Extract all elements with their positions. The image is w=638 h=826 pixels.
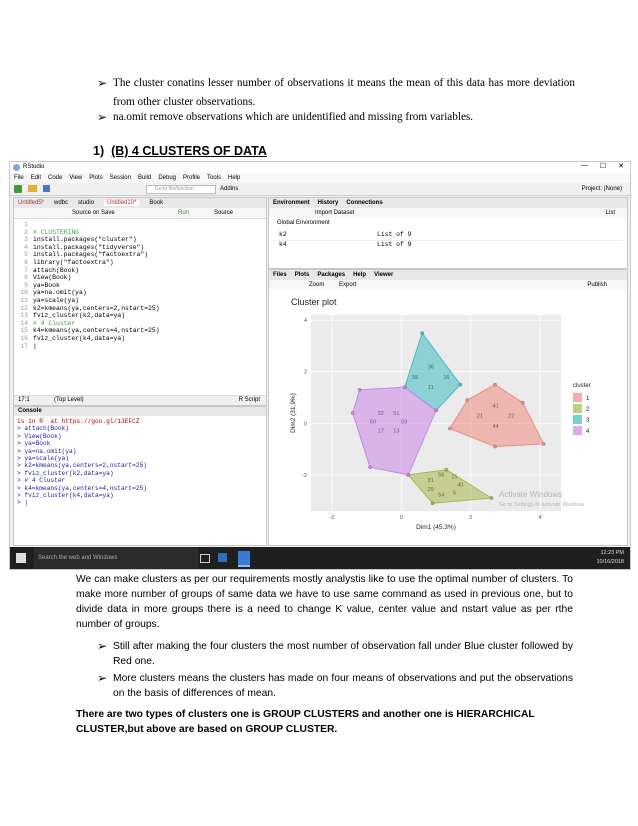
section-heading bbox=[93, 144, 267, 158]
source-button[interactable]: Source bbox=[214, 210, 234, 216]
env-tabs bbox=[269, 198, 627, 208]
code-line[interactable] bbox=[14, 244, 160, 252]
menu-file[interactable]: File bbox=[14, 175, 24, 181]
windows-start-icon[interactable] bbox=[16, 553, 26, 563]
code-text: library("factoextra") bbox=[33, 258, 114, 266]
outlook-icon[interactable] bbox=[218, 553, 227, 562]
code-text: View(Book) bbox=[33, 274, 72, 282]
cluster-point bbox=[431, 502, 434, 505]
code-line[interactable] bbox=[14, 289, 160, 297]
point-label: 17 bbox=[377, 428, 384, 435]
main-toolbar bbox=[10, 183, 630, 196]
menu-build[interactable]: Build bbox=[137, 175, 152, 181]
task-view-icon[interactable] bbox=[200, 554, 210, 563]
console-line: > fviz_cluster(k2,data=ya) bbox=[17, 469, 114, 477]
line-number: 12 bbox=[20, 304, 28, 312]
cluster-point bbox=[448, 427, 451, 430]
bullet-cluster-deviation bbox=[97, 74, 575, 112]
arrow-bullet-icon: ➢ bbox=[97, 110, 108, 124]
bullet-na-omit bbox=[97, 108, 575, 127]
point-label: 15 bbox=[451, 474, 458, 481]
code-text: install.packages("cluster") bbox=[33, 236, 137, 244]
code-line[interactable] bbox=[14, 251, 160, 259]
legend-swatch-4 bbox=[573, 426, 582, 435]
code-text: ya=Book bbox=[33, 281, 60, 289]
publish-button[interactable]: Publish bbox=[587, 282, 607, 288]
cluster-point bbox=[542, 442, 545, 445]
legend-swatch-1 bbox=[573, 393, 582, 402]
menu-tools[interactable]: Tools bbox=[207, 175, 222, 181]
tab-history[interactable]: History bbox=[317, 200, 339, 206]
legend-swatch-3 bbox=[573, 415, 582, 424]
legend-label: 2 bbox=[586, 407, 590, 413]
line-number: 9 bbox=[24, 281, 28, 289]
menu-debug[interactable]: Debug bbox=[158, 175, 176, 181]
plots-tabs bbox=[269, 270, 627, 280]
point-label: 5 bbox=[452, 490, 456, 497]
console-line: > View(Book) bbox=[17, 432, 62, 440]
bullet-text: More clusters means the clusters has made on four means of observations and put the observations on the basis of differences of mean. bbox=[113, 673, 573, 699]
menu-help[interactable]: Help bbox=[228, 175, 241, 181]
plots-pane bbox=[268, 269, 628, 546]
code-text: install.packages("factoextra") bbox=[33, 251, 149, 259]
console-line: > k4=kmeans(ya,centers=4,nstart=25) bbox=[17, 484, 147, 492]
global-env-selector[interactable]: Global Environment bbox=[277, 220, 330, 226]
arrow-bullet-icon: ➢ bbox=[97, 639, 108, 653]
cluster-point bbox=[368, 466, 371, 469]
line-number: 17 bbox=[20, 342, 28, 350]
console-label[interactable]: Console bbox=[18, 408, 42, 414]
legend-label: 3 bbox=[586, 418, 590, 424]
code-line[interactable] bbox=[14, 236, 160, 244]
cursor-position: 17:1 bbox=[18, 397, 30, 403]
menu-edit[interactable]: Edit bbox=[30, 175, 42, 181]
project-menu[interactable]: Project: (None) bbox=[581, 186, 622, 192]
code-line[interactable] bbox=[14, 274, 160, 282]
cluster-point bbox=[490, 497, 493, 500]
cluster-point bbox=[493, 383, 496, 386]
activate-windows-subtext: Go to Settings to activate Windows. bbox=[499, 502, 586, 508]
editor-toolbar bbox=[14, 208, 266, 219]
cluster-point bbox=[466, 399, 469, 402]
point-label: 31 bbox=[427, 478, 434, 485]
console-line: > fviz_cluster(k4,data=ya) bbox=[17, 492, 114, 500]
maximize-button[interactable]: ☐ bbox=[599, 163, 606, 170]
tab-plots[interactable]: Plots bbox=[294, 272, 310, 278]
line-number: 14 bbox=[20, 319, 28, 327]
legend-title: cluster bbox=[573, 383, 591, 389]
activate-windows-watermark: Activate Windows bbox=[499, 490, 563, 499]
y-tick-label: 4 bbox=[303, 318, 307, 325]
line-number: 6 bbox=[24, 258, 28, 266]
menu-view[interactable]: View bbox=[69, 175, 83, 181]
cluster-point bbox=[493, 445, 496, 448]
point-label: 44 bbox=[492, 424, 499, 431]
x-tick-label: 0 bbox=[399, 515, 403, 521]
console-line: > k2=kmeans(ya,centers=2,nstart=25) bbox=[17, 462, 147, 470]
cluster-point bbox=[434, 409, 437, 412]
source-on-save-checkbox[interactable]: Source on Save bbox=[72, 210, 115, 216]
code-text: ya=scale(ya) bbox=[33, 296, 80, 304]
legend-label: 1 bbox=[586, 396, 590, 402]
y-tick-label: -2 bbox=[302, 472, 307, 479]
env-toolbar bbox=[269, 208, 627, 218]
code-line[interactable] bbox=[14, 297, 160, 305]
code-text: install.packages("tidyverse") bbox=[33, 243, 145, 251]
cluster-plot bbox=[269, 291, 625, 543]
code-line[interactable] bbox=[14, 259, 160, 267]
file-type[interactable]: R Script bbox=[238, 397, 260, 403]
run-button[interactable]: Run bbox=[178, 210, 190, 216]
console-line: > | bbox=[17, 499, 29, 507]
bullet-text: The cluster conatins lesser number of observations it means the mean of this data has more deviation from other cluster observations. bbox=[113, 77, 575, 108]
point-label: 16 bbox=[443, 374, 450, 381]
point-label: 50 bbox=[369, 419, 376, 426]
save-icon[interactable] bbox=[43, 185, 50, 192]
console-pane bbox=[13, 406, 267, 546]
line-number: 10 bbox=[20, 289, 28, 297]
taskbar-search[interactable]: Search the web and Windows bbox=[34, 547, 198, 569]
editor-pane bbox=[13, 197, 267, 406]
console-line: > ya=Book bbox=[17, 440, 51, 448]
code-text: k2=kmeans(ya,centers=2,nstart=25) bbox=[33, 304, 160, 312]
code-text: k4=kmeans(ya,centers=4,nstart=25) bbox=[33, 327, 160, 335]
open-file-icon[interactable] bbox=[28, 185, 37, 192]
cluster-point bbox=[351, 411, 354, 414]
code-text: ya=na.omit(ya) bbox=[33, 289, 87, 297]
taskbar-time: 12:23 PM bbox=[600, 550, 624, 556]
windows-taskbar bbox=[10, 547, 630, 569]
line-number: 7 bbox=[24, 266, 28, 274]
menu-session[interactable]: Session bbox=[109, 175, 131, 181]
console-output[interactable] bbox=[17, 418, 147, 507]
code-line[interactable] bbox=[14, 305, 160, 313]
plots-toolbar bbox=[269, 280, 627, 290]
environment-pane bbox=[268, 197, 628, 269]
code-line[interactable] bbox=[14, 327, 160, 335]
point-label: 41 bbox=[492, 403, 499, 410]
x-tick-label: 2 bbox=[469, 515, 473, 521]
env-var-value: List of 9 bbox=[377, 241, 412, 248]
env-row-k4[interactable] bbox=[273, 241, 623, 250]
point-label: 51 bbox=[393, 410, 400, 417]
tab-wdbc[interactable]: wdbc bbox=[54, 200, 69, 206]
env-row-k2[interactable] bbox=[273, 231, 623, 241]
console-line: is in R at https://goo.gl/13EFCZ bbox=[17, 418, 140, 425]
scope-indicator[interactable]: (Top Level) bbox=[54, 397, 84, 403]
code-line[interactable] bbox=[14, 229, 160, 237]
tab-connections[interactable]: Connections bbox=[346, 200, 383, 206]
console-header bbox=[14, 407, 266, 416]
cluster-point bbox=[403, 386, 406, 389]
point-label: 11 bbox=[427, 385, 434, 392]
point-label: 29 bbox=[427, 486, 434, 493]
code-line[interactable] bbox=[14, 335, 160, 343]
line-number: 1 bbox=[24, 221, 28, 228]
cluster-point bbox=[445, 468, 448, 471]
console-line: > ya=na.omit(ya) bbox=[17, 447, 77, 455]
point-label: 32 bbox=[377, 410, 384, 417]
code-text: fviz_cluster(k2,data=ya) bbox=[33, 312, 126, 320]
addins-button[interactable]: Addins bbox=[220, 186, 239, 192]
code-editor[interactable] bbox=[14, 221, 160, 350]
closing-text: There are two types of clusters one is GROUP CLUSTERS and another one is HIERARCHICAL CLUSTER,but above are based on GROUP CLUSTER. bbox=[76, 709, 535, 735]
tab-untitled5[interactable]: Untitled5* bbox=[18, 200, 45, 206]
console-line: > ya=scale(ya) bbox=[17, 455, 69, 463]
line-number: 5 bbox=[24, 251, 28, 259]
code-line[interactable] bbox=[14, 312, 160, 320]
point-label: 21 bbox=[476, 413, 484, 420]
env-var-name: k2 bbox=[279, 231, 287, 238]
point-label: 13 bbox=[393, 428, 400, 435]
y-axis-label: Dim2 (31.9%) bbox=[290, 393, 297, 433]
rstudio-screenshot bbox=[9, 161, 631, 570]
tab-book[interactable]: Book bbox=[149, 200, 164, 206]
tab-files[interactable]: Files bbox=[273, 272, 287, 278]
legend-swatch-2 bbox=[573, 404, 582, 413]
list-view-toggle[interactable]: List bbox=[605, 210, 615, 216]
point-label: 59 bbox=[401, 419, 408, 426]
env-var-name: k4 bbox=[279, 241, 287, 248]
bullet-more-clusters bbox=[97, 671, 573, 701]
point-label: 36 bbox=[427, 364, 434, 371]
code-text: # CLUSTERING bbox=[33, 228, 80, 236]
arrow-bullet-icon: ➢ bbox=[97, 76, 108, 90]
point-label: 40 bbox=[457, 482, 464, 489]
code-line[interactable] bbox=[14, 267, 160, 275]
code-line[interactable] bbox=[14, 320, 160, 328]
body-paragraph: We can make clusters as per our requirements mostly analystis like to use the optimal number of clusters. To make more number of groups of same data we have to use same command as used in previous one, but to divide data in more groups there is a need to change K value, center value and nstart value as per rthe number of groups. bbox=[76, 574, 573, 630]
console-line: > attach(Book) bbox=[17, 425, 69, 433]
export-button[interactable]: Export bbox=[339, 282, 357, 288]
code-text: | bbox=[33, 342, 37, 350]
cluster-point bbox=[358, 388, 361, 391]
menu-bar bbox=[10, 173, 630, 183]
cluster-point bbox=[459, 383, 462, 386]
import-dataset-button[interactable]: Import Dataset bbox=[315, 210, 355, 216]
x-axis-label: Dim1 (45.3%) bbox=[416, 524, 456, 531]
line-number: 2 bbox=[24, 228, 28, 236]
line-number: 15 bbox=[20, 327, 28, 335]
menu-code[interactable]: Code bbox=[48, 175, 63, 181]
bullet-blue-cluster bbox=[97, 639, 573, 669]
arrow-bullet-icon: ➢ bbox=[97, 671, 108, 685]
code-text: # 4 Cluster bbox=[33, 319, 76, 327]
heading-title: (B) 4 CLUSTERS OF DATA bbox=[111, 144, 267, 158]
line-number: 8 bbox=[24, 274, 28, 282]
heading-number: 1) bbox=[93, 144, 105, 158]
console-line: > # 4 Cluster bbox=[17, 477, 66, 485]
cluster-point bbox=[421, 331, 424, 334]
editor-status-bar bbox=[14, 395, 266, 405]
tab-help[interactable]: Help bbox=[353, 272, 367, 278]
cluster-point bbox=[521, 401, 524, 404]
tab-studio[interactable]: studio bbox=[78, 200, 95, 206]
code-line[interactable] bbox=[14, 343, 160, 351]
line-number: 3 bbox=[24, 236, 28, 244]
cluster-point bbox=[407, 473, 410, 476]
title-bar bbox=[10, 162, 630, 173]
line-number: 16 bbox=[20, 334, 28, 342]
editor-tabs bbox=[14, 198, 266, 208]
tab-viewer[interactable]: Viewer bbox=[374, 272, 394, 278]
menu-profile[interactable]: Profile bbox=[183, 175, 201, 181]
taskbar-date: 10/16/2018 bbox=[596, 559, 624, 565]
minimize-button[interactable]: — bbox=[581, 162, 588, 169]
code-line[interactable] bbox=[14, 221, 160, 229]
legend-label: 4 bbox=[586, 429, 590, 435]
y-tick-label: 0 bbox=[303, 421, 307, 428]
plot-title: Cluster plot bbox=[291, 297, 337, 307]
window-title: RStudio bbox=[23, 164, 45, 170]
y-tick-label: 2 bbox=[303, 369, 307, 376]
line-number: 4 bbox=[24, 243, 28, 251]
tab-environment[interactable]: Environment bbox=[273, 200, 310, 206]
menu-plots[interactable]: Plots bbox=[89, 175, 103, 181]
rstudio-logo-icon bbox=[13, 164, 20, 171]
code-line[interactable] bbox=[14, 282, 160, 290]
x-tick-label: -2 bbox=[329, 515, 335, 521]
point-label: 54 bbox=[438, 492, 445, 499]
env-var-value: List of 9 bbox=[377, 231, 412, 238]
line-number: 11 bbox=[20, 296, 28, 304]
point-label: 22 bbox=[508, 413, 515, 420]
line-number: 13 bbox=[20, 312, 28, 320]
point-label: 55 bbox=[412, 374, 419, 381]
goto-file-input[interactable]: Go to file/function bbox=[146, 185, 216, 194]
tab-untitled10[interactable]: Untitled10* bbox=[104, 200, 139, 206]
new-file-icon[interactable] bbox=[14, 185, 22, 193]
bullet-text: Still after making the four clusters the most number of observation fall under Blue cluster followed by Red one. bbox=[113, 641, 573, 667]
close-button[interactable]: ✕ bbox=[618, 163, 624, 170]
code-text: fviz_cluster(k4,data=ya) bbox=[33, 334, 126, 342]
code-text: attach(Book) bbox=[33, 266, 80, 274]
point-label: 56 bbox=[438, 472, 445, 479]
x-tick-label: 4 bbox=[538, 515, 542, 521]
rstudio-taskbar-icon[interactable] bbox=[238, 551, 250, 567]
bullet-text: na.omit remove observations which are unidentified and missing from variables. bbox=[113, 111, 474, 123]
zoom-button[interactable]: Zoom bbox=[309, 282, 325, 288]
tab-packages[interactable]: Packages bbox=[317, 272, 346, 278]
